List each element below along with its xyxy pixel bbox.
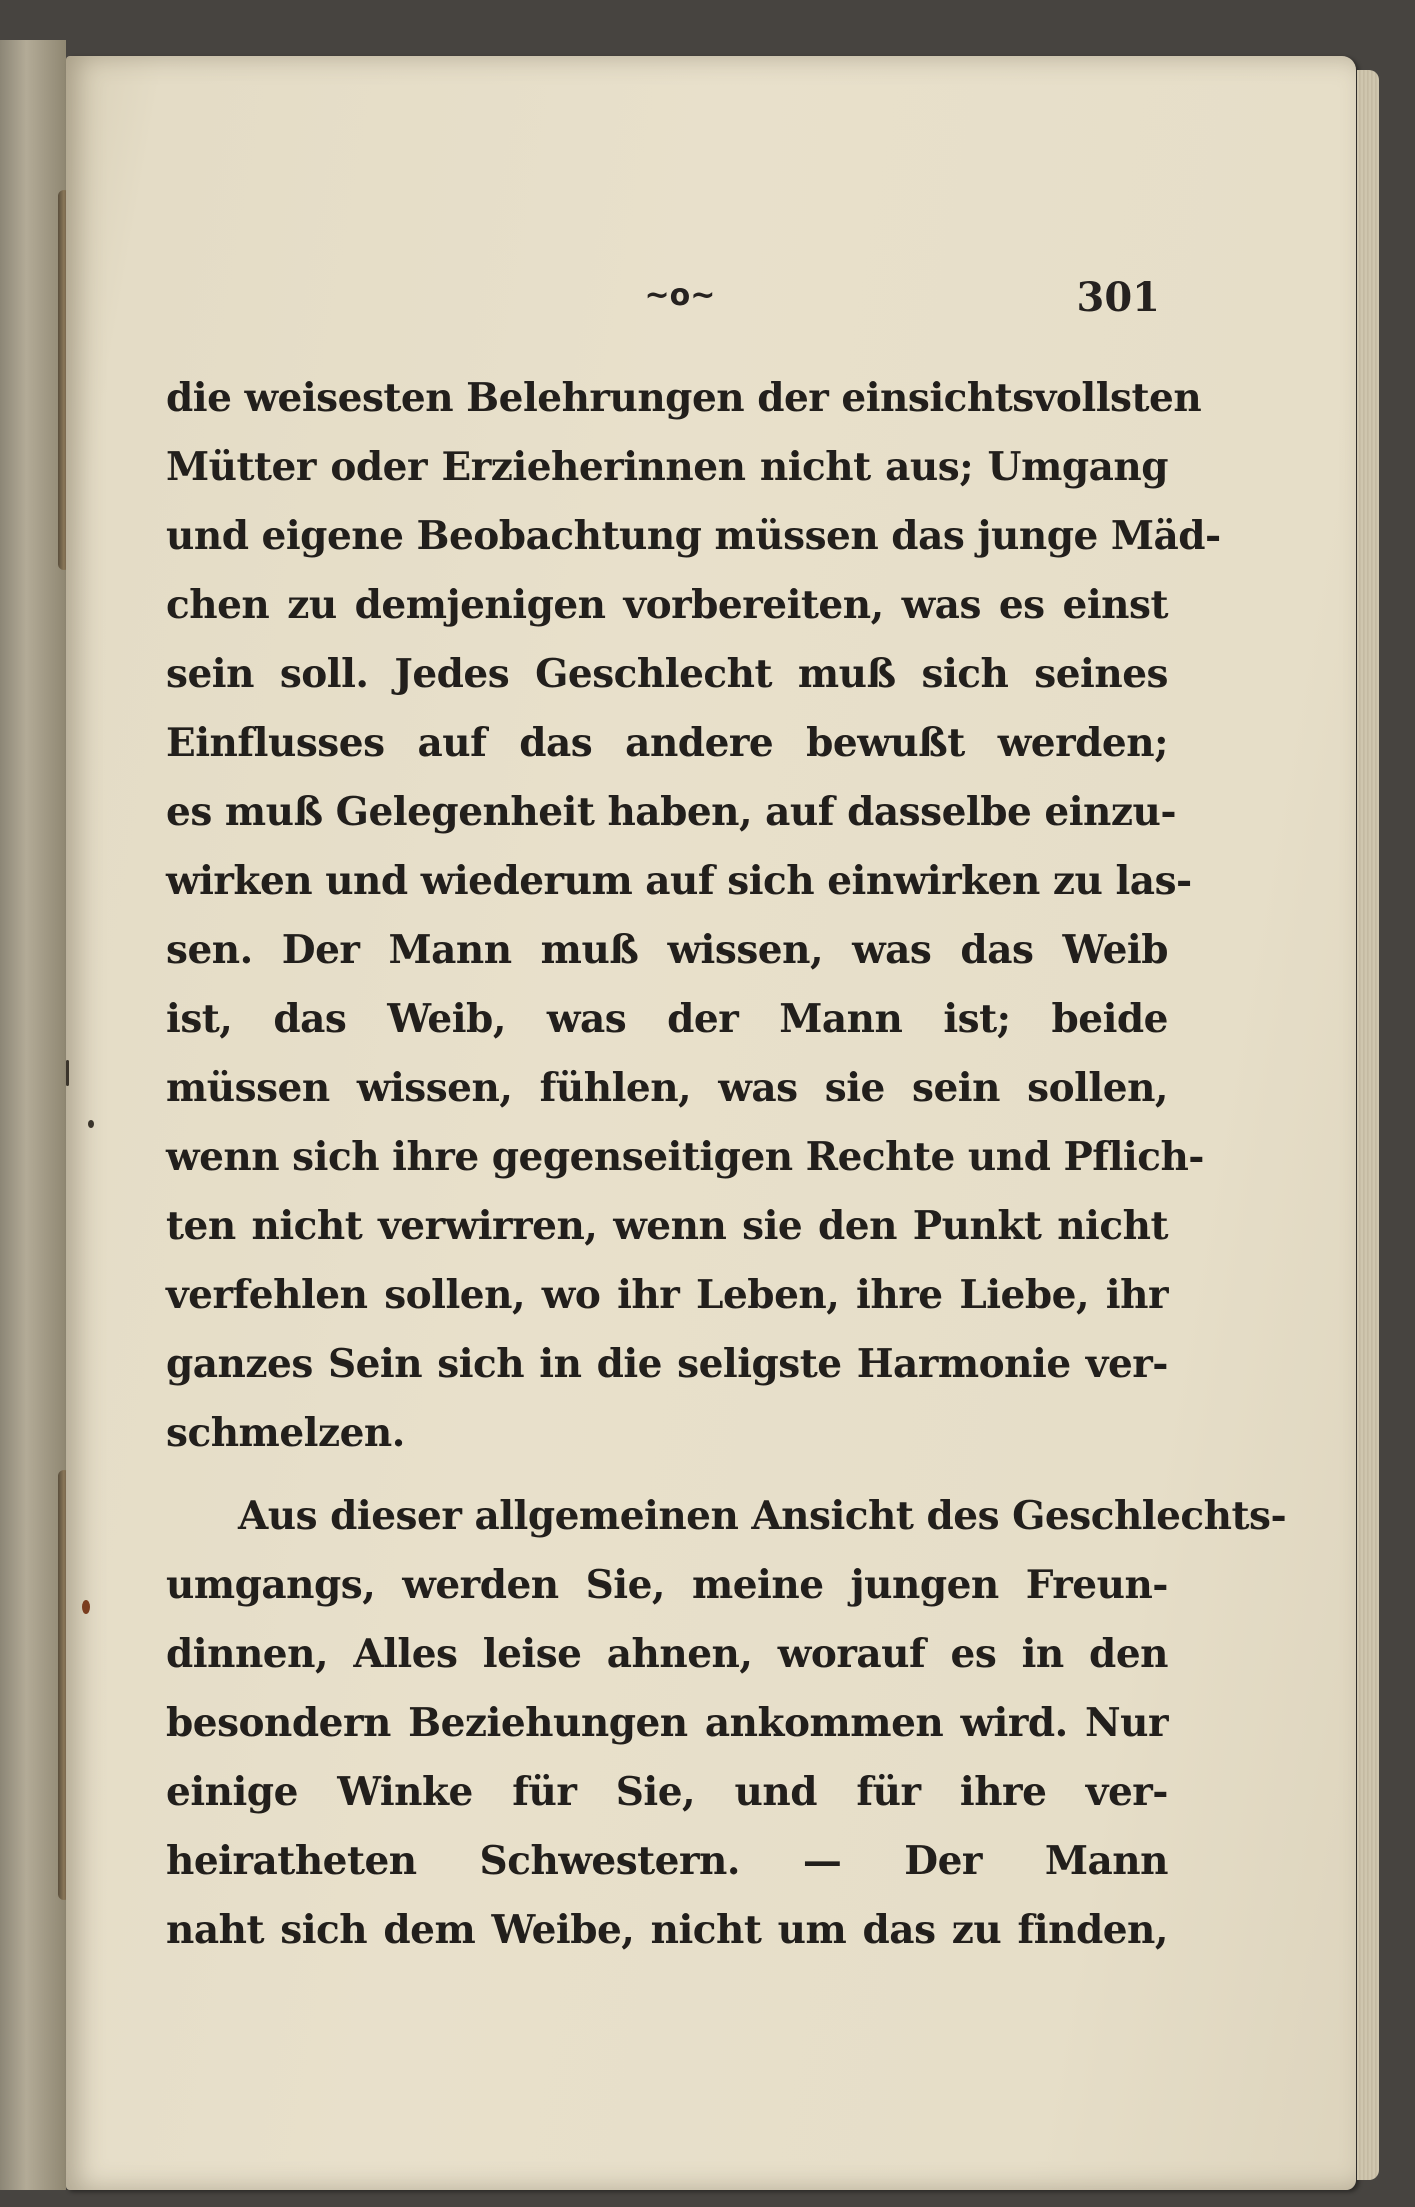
paper-speck [66, 1060, 69, 1086]
paper-speck [88, 1120, 94, 1128]
text-line: naht sich dem Weibe, nicht um das zu finden, [166, 1907, 1168, 1953]
text-line: heiratheten Schwestern. — Der Mann [166, 1838, 1168, 1884]
text-line: umgangs, werden Sie, meine jungen Freun- [166, 1562, 1168, 1608]
text-line: ist, das Weib, was der Mann ist; beide [166, 996, 1168, 1042]
text-line: Mütter oder Erzieherinnen nicht aus; Umgang [166, 444, 1168, 490]
text-line: sen. Der Mann muß wissen, was das Weib [166, 927, 1168, 973]
text-line: die weisesten Belehrungen der einsichtsvollsten [166, 375, 1202, 421]
page-edge-stack [1357, 70, 1379, 2180]
text-line: sein soll. Jedes Geschlecht muß sich seines [166, 651, 1168, 697]
paragraph-gap [166, 1468, 1168, 1482]
text-line: Aus dieser allgemeinen Ansicht des Geschlechts- [238, 1493, 1287, 1539]
text-line: wenn sich ihre gegenseitigen Rechte und Pflich- [166, 1134, 1204, 1180]
header-ornament: ~o~ [644, 278, 716, 313]
text-line: dinnen, Alles leise ahnen, worauf es in den [166, 1631, 1168, 1677]
paragraph-2 [166, 1482, 1287, 1965]
text-line: ganzes Sein sich in die seligste Harmonie ver- [166, 1341, 1168, 1387]
text-line: chen zu demjenigen vorbereiten, was es einst [166, 582, 1168, 628]
left-page-edge [0, 40, 66, 2190]
text-line: und eigene Beobachtung müssen das junge Mäd- [166, 513, 1221, 559]
text-line: es muß Gelegenheit haben, auf dasselbe einzu- [166, 789, 1177, 835]
paper-speck [82, 1600, 90, 1614]
text-line: Einflusses auf das andere bewußt werden; [166, 720, 1168, 766]
text-line: einige Winke für Sie, und für ihre ver- [166, 1769, 1168, 1815]
text-line: ten nicht verwirren, wenn sie den Punkt nicht [166, 1203, 1168, 1249]
text-line: besondern Beziehungen ankommen wird. Nur [166, 1700, 1168, 1746]
paragraph-1 [166, 364, 1221, 1468]
text-line: schmelzen. [166, 1410, 405, 1456]
text-line: müssen wissen, fühlen, was sie sein sollen, [166, 1065, 1168, 1111]
text-line: wirken und wiederum auf sich einwirken zu las- [166, 858, 1192, 904]
body-text [166, 364, 1287, 1965]
text-line: verfehlen sollen, wo ihr Leben, ihre Liebe, ihr [166, 1272, 1168, 1318]
page-number: 301 [1076, 274, 1160, 321]
